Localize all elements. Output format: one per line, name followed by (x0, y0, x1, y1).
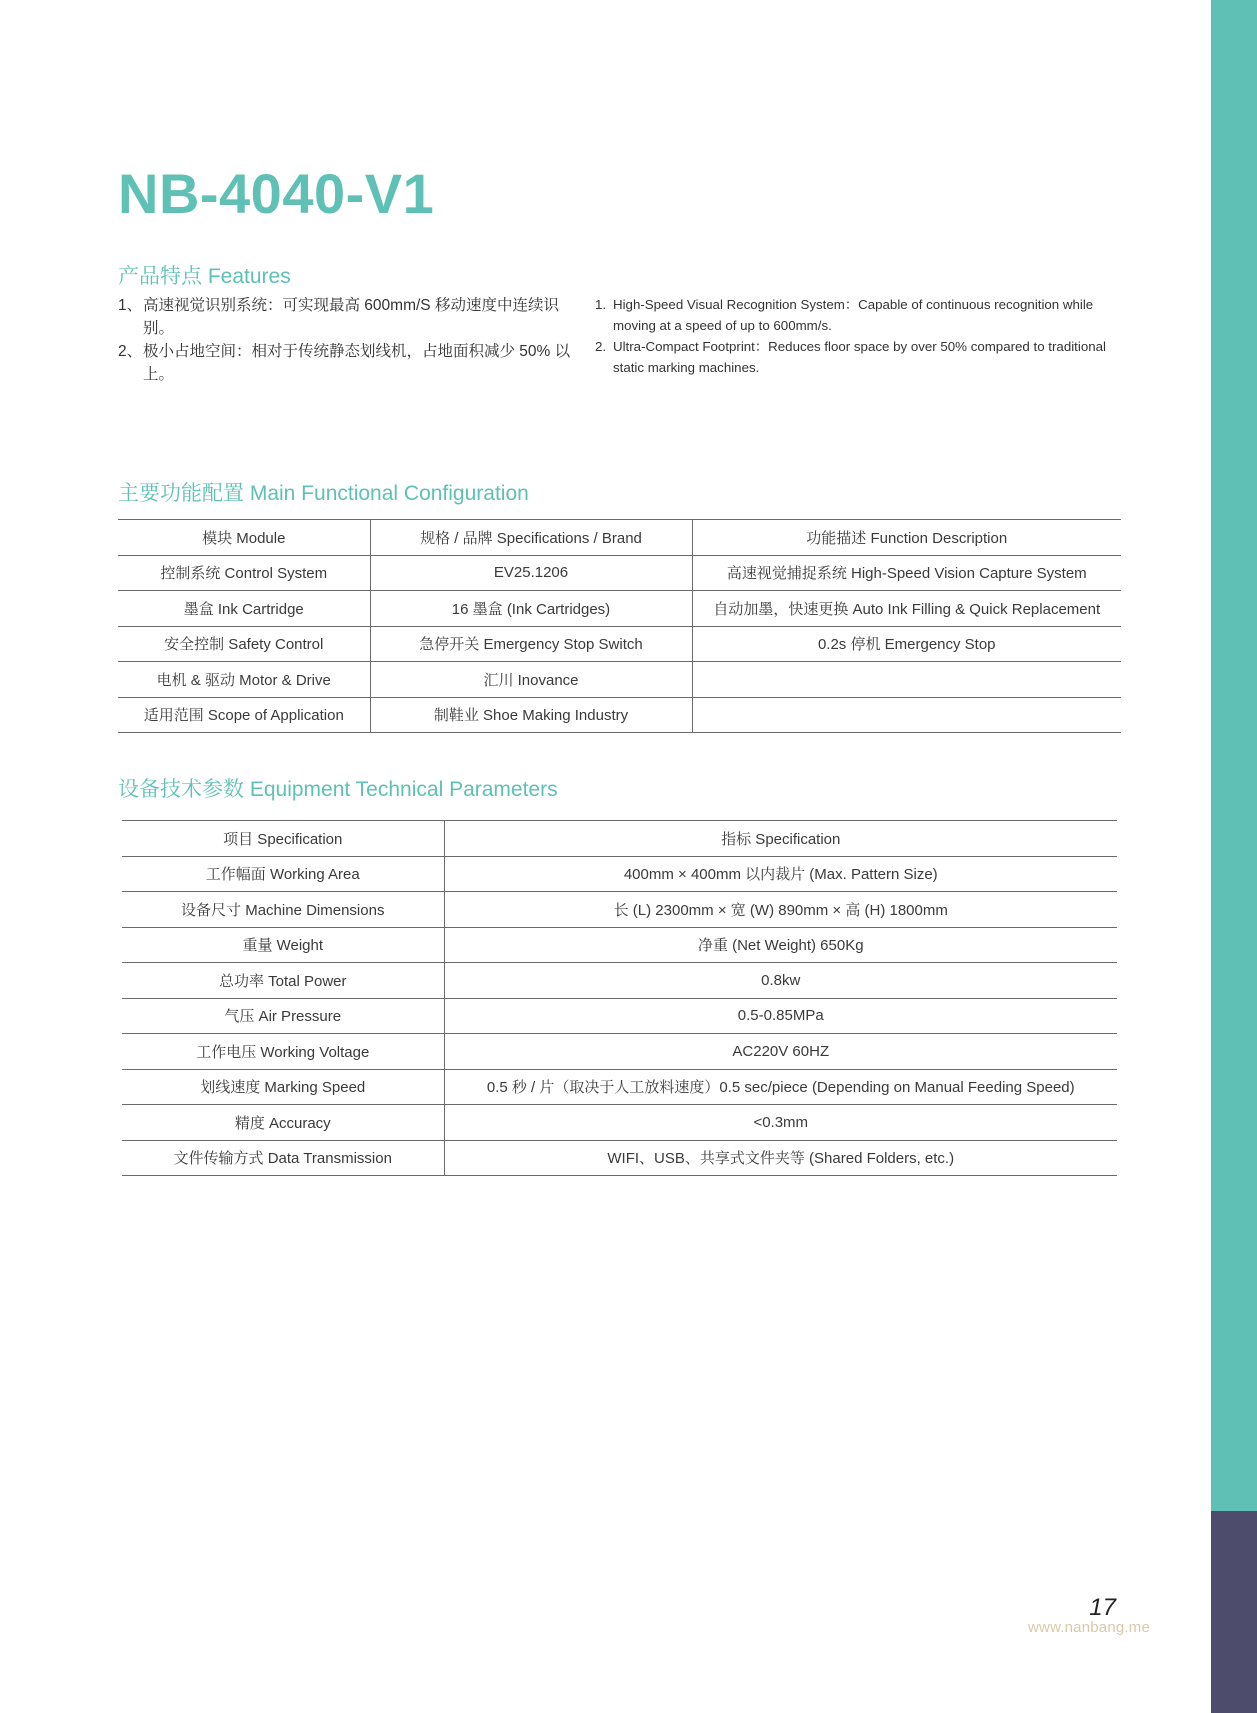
table-cell: 电机 & 驱动 Motor & Drive (118, 662, 370, 698)
table-cell: 适用范围 Scope of Application (118, 697, 370, 733)
feature-text: Ultra-Compact Footprint：Reduces floor space by over 50% compared to traditional static marking machines. (613, 339, 1106, 375)
table-cell: 急停开关 Emergency Stop Switch (370, 626, 692, 662)
table-row (118, 626, 1121, 662)
table-cell: 墨盒 Ink Cartridge (118, 591, 370, 627)
watermark-url: www.nanbang.me (1028, 1619, 1151, 1636)
feature-text: High-Speed Visual Recognition System：Capable of continuous recognition while moving at a speed of up to 600mm/s. (613, 297, 1094, 333)
table-cell: 长 (L) 2300mm × 宽 (W) 890mm × 高 (H) 1800mm (444, 892, 1117, 928)
table-cell: 总功率 Total Power (122, 963, 444, 999)
page-number: 17 (1089, 1594, 1116, 1621)
table-row (118, 555, 1121, 591)
table-header-row (118, 520, 1121, 556)
table-cell: 高速视觉捕捉系统 High-Speed Vision Capture System (692, 555, 1121, 591)
table-row (122, 892, 1117, 928)
table-cell: 制鞋业 Shoe Making Industry (370, 697, 692, 733)
table-cell (692, 697, 1121, 733)
feature-text: 高速视觉识别系统：可实现最高 600mm/S 移动速度中连续识别。 (143, 297, 559, 337)
table-row (122, 963, 1117, 999)
column-header: 模块 Module (118, 520, 370, 556)
table-cell: 净重 (Net Weight) 650Kg (444, 927, 1117, 963)
table-cell: 工作电压 Working Voltage (122, 1034, 444, 1070)
feature-item-cn (118, 294, 578, 340)
table-cell: 汇川 Inovance (370, 662, 692, 698)
table-cell: 16 墨盒 (Ink Cartridges) (370, 591, 692, 627)
table-cell: AC220V 60HZ (444, 1034, 1117, 1070)
table-header-row (122, 821, 1117, 857)
table-cell: 重量 Weight (122, 927, 444, 963)
table-row (122, 1069, 1117, 1105)
feature-item-cn (118, 340, 578, 386)
params-table (122, 820, 1117, 1176)
table-cell: 划线速度 Marking Speed (122, 1069, 444, 1105)
feature-item-en (595, 294, 1120, 336)
table-cell: 安全控制 Safety Control (118, 626, 370, 662)
table-cell: 0.2s 停机 Emergency Stop (692, 626, 1121, 662)
table-cell: 气压 Air Pressure (122, 998, 444, 1034)
column-header: 项目 Specification (122, 821, 444, 857)
table-row (118, 697, 1121, 733)
table-row (118, 591, 1121, 627)
table-cell: 0.5 秒 / 片（取决于人工放料速度）0.5 sec/piece (Depending on Manual Feeding Speed) (444, 1069, 1117, 1105)
table-cell (692, 662, 1121, 698)
table-cell: 0.5-0.85MPa (444, 998, 1117, 1034)
table-row (122, 1140, 1117, 1176)
table-cell: 自动加墨，快速更换 Auto Ink Filling & Quick Replacement (692, 591, 1121, 627)
product-title: NB-4040-V1 (118, 162, 435, 225)
table-cell: EV25.1206 (370, 555, 692, 591)
table-cell: 0.8kw (444, 963, 1117, 999)
params-heading: 设备技术参数 Equipment Technical Parameters (118, 778, 558, 801)
feature-number: 1. (595, 297, 607, 312)
feature-text: 极小占地空间：相对于传统静态划线机，占地面积减少 50% 以上。 (143, 343, 571, 383)
features-heading: 产品特点 Features (118, 265, 291, 288)
table-cell: WIFI、USB、共享式文件夹等 (Shared Folders, etc.) (444, 1140, 1117, 1176)
table-cell: 工作幅面 Working Area (122, 856, 444, 892)
side-dark-bar (1211, 1511, 1257, 1713)
column-header: 指标 Specification (444, 821, 1117, 857)
table-row (122, 1034, 1117, 1070)
config-heading: 主要功能配置 Main Functional Configuration (118, 482, 529, 505)
table-cell: 精度 Accuracy (122, 1105, 444, 1141)
table-cell: <0.3mm (444, 1105, 1117, 1141)
feature-number: 1、 (118, 297, 143, 314)
table-row (122, 927, 1117, 963)
features-list-en (595, 294, 1120, 378)
features-list-cn (118, 294, 578, 386)
feature-number: 2. (595, 339, 607, 354)
table-row (118, 662, 1121, 698)
table-row (122, 1105, 1117, 1141)
feature-number: 2、 (118, 343, 143, 360)
table-row (122, 998, 1117, 1034)
table-cell: 文件传输方式 Data Transmission (122, 1140, 444, 1176)
config-table (118, 519, 1121, 733)
feature-item-en (595, 336, 1120, 378)
column-header: 功能描述 Function Description (692, 520, 1121, 556)
table-row (122, 856, 1117, 892)
table-cell: 设备尺寸 Machine Dimensions (122, 892, 444, 928)
column-header: 规格 / 品牌 Specifications / Brand (370, 520, 692, 556)
side-accent-bar (1211, 0, 1257, 1511)
table-cell: 400mm × 400mm 以内裁片 (Max. Pattern Size) (444, 856, 1117, 892)
table-cell: 控制系统 Control System (118, 555, 370, 591)
